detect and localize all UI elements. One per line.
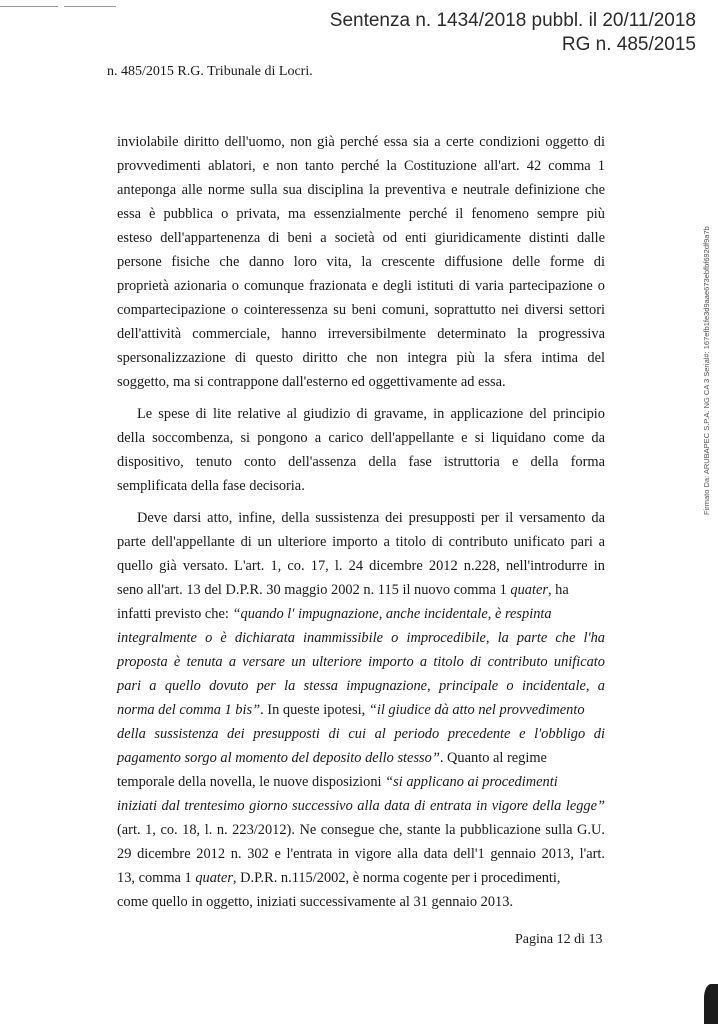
italic-segment: quater (195, 870, 233, 886)
text-line: Le spese di lite relative al giudizio di gravame, in applicazione del principio (137, 406, 605, 422)
text-line: esteso dell'appartenenza di beni a società od enti giuridicamente distinti dalle (117, 230, 605, 246)
text-line (117, 650, 605, 674)
text-line: spersonalizzazione di questo diritto che non integra più la sfera intima del (117, 350, 605, 366)
text-line: (art. 1, co. 18, l. n. 223/2012). Ne consegue che, stante la pubblicazione sulla G.U. (117, 822, 605, 838)
italic-segment: “il giudice dà atto nel provvedimento (368, 702, 585, 718)
text-segment: 13, comma 1 (117, 870, 196, 886)
case-number-stamp-line: RG n. 485/2015 (561, 34, 696, 55)
text-line: semplificata della fase decisoria. (117, 478, 305, 494)
italic-segment: quater (510, 582, 548, 598)
digital-signature-code: Firmato Da: ARUBAPEC S.P.A. NG CA 3 Serial#: 167efb1fe3d9aae673ebfbf692df9a7b (702, 226, 711, 515)
text-segment: infatti previsto che: (117, 606, 233, 622)
text-line: come quello in oggetto, iniziati successivamente al 31 gennaio 2013. (117, 894, 514, 910)
italic-segment: pari a quello dovuto per la stessa impugnazione, principale o incidentale, a (117, 678, 605, 694)
text-line: provvedimenti ablatori, e non tanto perché la Costituzione all'art. 42 comma 1 (117, 158, 605, 174)
text-segment: seno all'art. 13 del D.P.R. 30 maggio 2002 n. 115 il nuovo comma 1 (117, 582, 511, 598)
text-line: Deve darsi atto, infine, della sussistenza dei presupposti per il versamento da (137, 510, 605, 526)
text-segment: temporale della novella, le nuove disposizioni (117, 774, 386, 790)
text-line: 29 dicembre 2012 n. 302 e l'entrata in vigore alla data dell'1 gennaio 2013, l'art. (117, 846, 605, 862)
text-line: quello già versato. L'art. 1, co. 17, l. 24 dicembre 2012 n.228, nell'introdurre in (117, 558, 605, 574)
sentence-stamp-line: Sentenza n. 1434/2018 pubbl. il 20/11/2018 (329, 10, 696, 31)
text-line (117, 578, 605, 602)
text-line: soggetto, ma si contrappone dall'esterno ed oggettivamente ad essa. (117, 374, 506, 390)
italic-segment: pagamento sorgo al momento del deposito dello stesso” (117, 750, 440, 766)
italic-segment: integralmente o è dichiarata inammissibile o improcedibile, la parte che l'ha (117, 630, 605, 646)
text-line (117, 770, 605, 794)
italic-segment: iniziati dal trentesimo giorno successivo alla data di entrata in vigore della legge” (117, 798, 605, 814)
italic-segment: “si applicano ai procedimenti (385, 774, 558, 790)
page-number: Pagina 12 di 13 (515, 932, 603, 947)
text-line (117, 698, 605, 722)
document-body (117, 130, 605, 914)
text-line (117, 746, 605, 770)
text-segment: , D.P.R. n.115/2002, è norma cogente per i procedimenti, (232, 870, 561, 886)
italic-segment: proposta è tenuta a versare un ulteriore importo a titolo di contributo unificato (117, 654, 605, 670)
italic-segment: “quando l' impugnazione, anche incidentale, è respinta (232, 606, 552, 622)
text-line (117, 794, 605, 818)
text-line: persone fisiche che danno loro vita, la crescente diffusione delle forme di (117, 254, 605, 270)
text-line: parte dell'appellante di un ulteriore importo a titolo di contributo unificato pari a (117, 534, 605, 550)
italic-segment: norma del comma 1 bis” (117, 702, 261, 718)
text-line: dispositivo, tenuto conto dell'assenza della fase istruttoria e della forma (117, 454, 605, 470)
text-line: della soccombenza, si pongono a carico dell'appellante e si liquidano come da (117, 430, 605, 446)
italic-segment: della sussistenza dei presupposti di cui al periodo precedente e l'obbligo di (117, 726, 605, 742)
top-rule-right (64, 6, 116, 7)
text-line (117, 722, 605, 746)
case-reference-header: n. 485/2015 R.G. Tribunale di Locri. (107, 64, 313, 79)
text-segment: , ha (547, 582, 569, 598)
text-line (117, 866, 605, 890)
text-line: anteponga alle norme sulla sua disciplina la preventiva e neutrale definizione che (117, 182, 605, 198)
text-line: essa è pubblica o privata, ma essenzialmente perché il fenomeno sempre più (117, 206, 605, 222)
text-line: compartecipazione o cointeressenza su beni comuni, soprattutto nei diversi settori (117, 302, 605, 318)
text-line (117, 602, 605, 626)
top-rule-left (0, 6, 58, 7)
text-segment: . In queste ipotesi, (260, 702, 369, 718)
text-line (117, 674, 605, 698)
scan-edge-mark (704, 984, 718, 1024)
text-line: proprietà azionaria o comunque frazionata e degli istituti di varia partecipazione o (117, 278, 605, 294)
text-segment: . Quanto al regime (439, 750, 547, 766)
text-line: inviolabile diritto dell'uomo, non già perché essa sia a certe condizioni oggetto di (117, 134, 605, 150)
text-line: dell'attività commerciale, hanno irreversibilmente determinato la progressiva (117, 326, 605, 342)
text-line (117, 626, 605, 650)
